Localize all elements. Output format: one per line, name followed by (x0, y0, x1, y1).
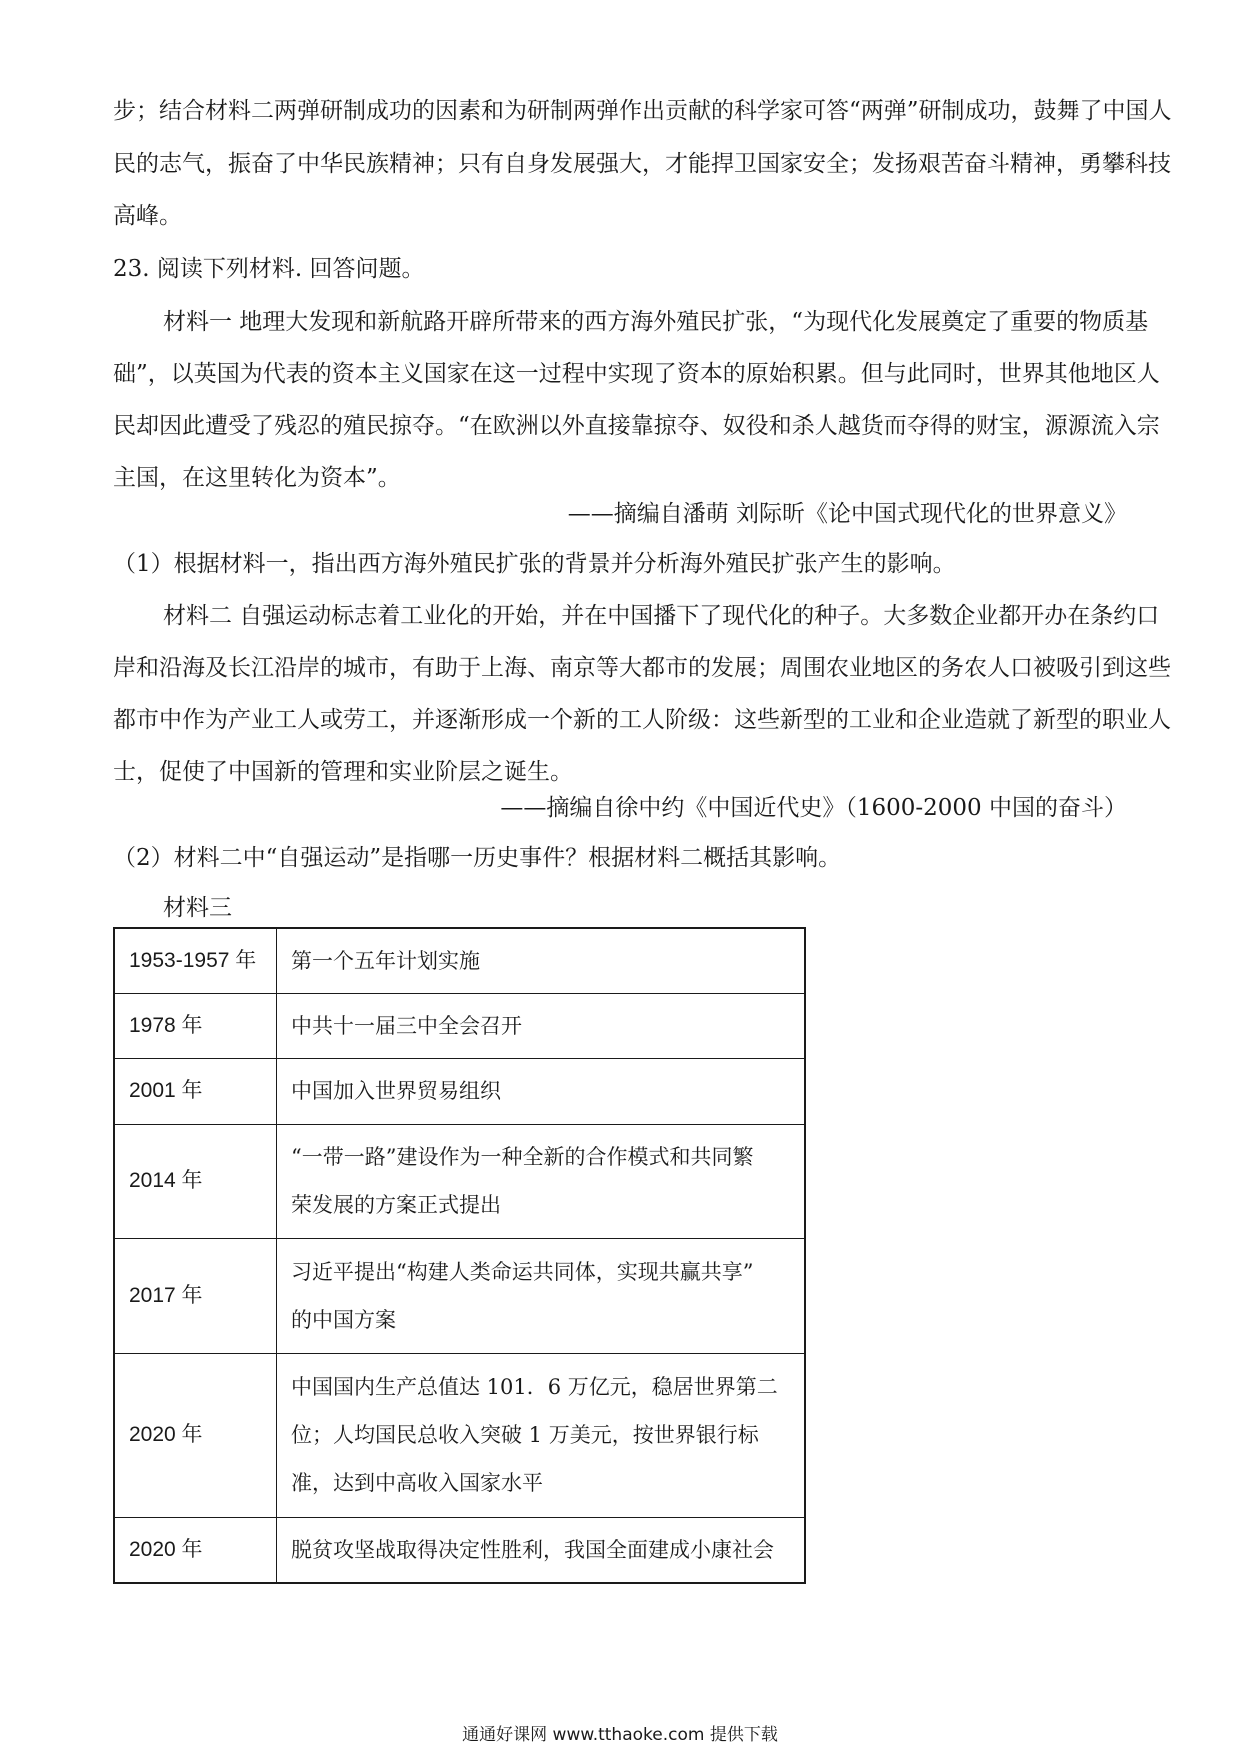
table-cell-year: 1953-1957 年 (114, 928, 277, 993)
answer-text-line: 高峰。 (113, 203, 182, 229)
table-row (114, 1353, 805, 1517)
answer-text-line: 步；结合材料二两弹研制成功的因素和为研制两弹作出贡献的科学家可答“两弹”研制成功，鼓舞了中国人 (113, 98, 1172, 124)
table-event-line: 的中国方案 (291, 1307, 396, 1332)
table-row (114, 928, 805, 993)
table-event-line: 习近平提出“构建人类命运共同体，实现共赢共享” (291, 1259, 754, 1284)
table-cell-year: 1978 年 (114, 993, 277, 1058)
answer-text-line: 民的志气，振奋了中华民族精神；只有自身发展强大，才能捍卫国家安全；发扬艰苦奋斗精神，勇攀科技 (113, 151, 1171, 177)
table-row (114, 993, 805, 1058)
material3-label: 材料三 (163, 895, 232, 921)
material2-text-line: 岸和沿海及长江沿岸的城市，有助于上海、南京等大都市的发展；周围农业地区的务农人口被吸引到这些 (113, 655, 1171, 681)
table-row (114, 1124, 805, 1238)
material1-text-line: 主国，在这里转化为资本”。 (113, 465, 401, 491)
table-cell-year: 2014 年 (114, 1124, 277, 1238)
material1-text-line: 民却因此遭受了残忍的殖民掠夺。“在欧洲以外直接靠掠夺、奴役和杀人越货而夺得的财宝，源源流入宗 (113, 413, 1160, 439)
material1-text-line: 材料一 地理大发现和新航路开辟所带来的西方海外殖民扩张，“为现代化发展奠定了重要的物质基 (163, 309, 1149, 335)
table-cell-year: 2001 年 (114, 1058, 277, 1124)
question-1: （1）根据材料一，指出西方海外殖民扩张的背景并分析海外殖民扩张产生的影响。 (113, 551, 956, 577)
table-event-line: 脱贫攻坚战取得决定性胜利，我国全面建成小康社会 (291, 1537, 774, 1562)
table-event-line: 荣发展的方案正式提出 (291, 1193, 501, 1217)
table-cell-event (277, 1238, 806, 1353)
table-cell-year: 2020 年 (114, 1353, 277, 1517)
table-cell-event (277, 1124, 806, 1238)
table-row (114, 1517, 805, 1583)
material1-text-line: 础”，以英国为代表的资本主义国家在这一过程中实现了资本的原始积累。但与此同时，世界其他地区人 (113, 361, 1160, 387)
table-cell-event (277, 1058, 806, 1124)
table-event-line: 位；人均国民总收入突破 1 万美元，按世界银行标 (291, 1423, 759, 1447)
material2-text-line: 士，促使了中国新的管理和实业阶层之诞生。 (113, 759, 573, 785)
table-event-line: 中共十一届三中全会召开 (291, 1013, 522, 1038)
table-row (114, 1238, 805, 1353)
material2-text-line: 都市中作为产业工人或劳工，并逐渐形成一个新的工人阶级：这些新型的工业和企业造就了新型的职业人 (113, 707, 1171, 733)
material2-source: ——摘编自徐中约《中国近代史》（1600-2000 中国的奋斗） (500, 795, 1127, 821)
material2-text-line: 材料二 自强运动标志着工业化的开始，并在中国播下了现代化的种子。大多数企业都开办在条约口 (163, 603, 1160, 629)
table-cell-event (277, 993, 806, 1058)
page-footer: 通通好课网 www.tthaoke.com 提供下载 (462, 1725, 778, 1745)
material1-source: ——摘编自潘萌 刘际昕《论中国式现代化的世界意义》 (567, 501, 1127, 527)
table-cell-event (277, 1353, 806, 1517)
table-cell-event (277, 928, 806, 993)
table-event-line: “一带一路”建设作为一种全新的合作模式和共同繁 (291, 1145, 754, 1169)
question-2: （2）材料二中“自强运动”是指哪一历史事件？根据材料二概括其影响。 (113, 845, 842, 871)
table-cell-year: 2017 年 (114, 1238, 277, 1353)
table-event-line: 第一个五年计划实施 (291, 948, 480, 973)
table-cell-event (277, 1517, 806, 1583)
table-event-line: 准，达到中高收入国家水平 (291, 1471, 543, 1495)
table-cell-year: 2020 年 (114, 1517, 277, 1583)
material3-table (113, 927, 806, 1584)
table-event-line: 中国国内生产总值达 101．6 万亿元，稳居世界第二 (291, 1375, 778, 1399)
question-title: 23. 阅读下列材料. 回答问题。 (113, 256, 425, 282)
table-event-line: 中国加入世界贸易组织 (291, 1079, 501, 1103)
table-row (114, 1058, 805, 1124)
